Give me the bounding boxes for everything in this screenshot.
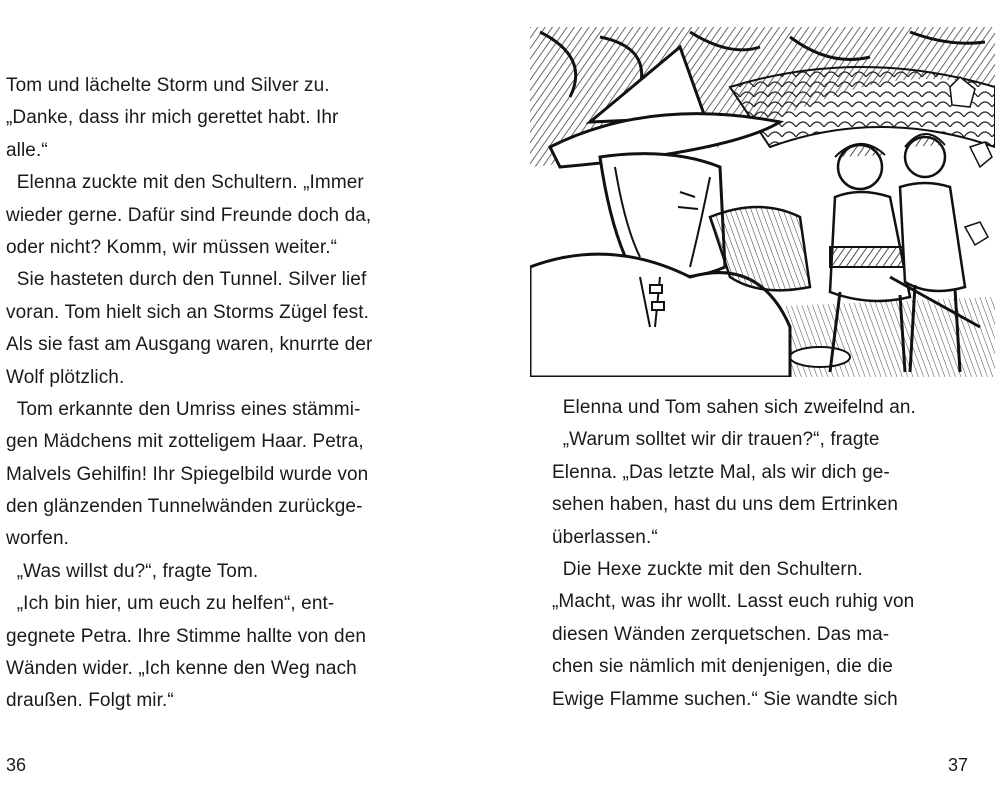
text-line: chen sie nämlich mit denjenigen, die die	[552, 656, 893, 678]
page-number-right: 37	[947, 755, 968, 775]
text-line: diesen Wänden zerquetschen. Das ma-	[552, 623, 890, 645]
text-line: gen Mädchens mit zotteligem Haar. Petra,	[6, 431, 364, 453]
text-line: „Macht, was ihr wollt. Lasst euch ruhig von	[552, 591, 915, 613]
left-page-text	[6, 70, 426, 718]
text-line: Malvels Gehilfin! Ihr Spiegelbild wurde von	[6, 463, 369, 485]
page-number-left: 36	[6, 755, 27, 775]
text-line: Elenna zuckte mit den Schultern. „Immer	[6, 172, 364, 194]
left-page	[0, 0, 440, 800]
illustration-drawing	[530, 27, 995, 377]
illustration-witch-and-boys	[530, 27, 995, 377]
text-line: Wänden wider. „Ich kenne den Weg nach	[6, 658, 357, 680]
text-line: Tom erkannte den Umriss eines stämmi-	[6, 398, 361, 420]
text-line: Wolf plötzlich.	[6, 366, 125, 388]
text-line: Sie hasteten durch den Tunnel. Silver lief	[6, 269, 367, 291]
text-line: Elenna. „Das letzte Mal, als wir dich ge-	[552, 461, 890, 483]
text-line: Als sie fast am Ausgang waren, knurrte der	[6, 334, 373, 356]
text-line: voran. Tom hielt sich an Storms Zügel fest.	[6, 301, 369, 323]
text-line: worfen.	[6, 528, 70, 550]
text-line: Tom und lächelte Storm und Silver zu.	[6, 75, 330, 96]
text-line: oder nicht? Komm, wir müssen weiter.“	[6, 236, 338, 258]
text-line: wieder gerne. Dafür sind Freunde doch da,	[6, 204, 372, 226]
text-line: alle.“	[6, 139, 48, 161]
text-line: sehen haben, hast du uns dem Ertrinken	[552, 494, 899, 516]
text-line: „Warum solltet wir dir trauen?“, fragte	[552, 429, 880, 451]
text-line: draußen. Folgt mir.“	[6, 690, 174, 712]
text-line: den glänzenden Tunnelwänden zurückge-	[6, 496, 363, 518]
text-line: Elenna und Tom sahen sich zweifelnd an.	[552, 397, 916, 418]
right-page-text	[552, 392, 972, 716]
text-line: Die Hexe zuckte mit den Schultern.	[552, 558, 863, 580]
text-line: „Ich bin hier, um euch zu helfen“, ent-	[6, 593, 335, 615]
text-line: „Was willst du?“, fragte Tom.	[6, 560, 259, 582]
text-line: „Danke, dass ihr mich gerettet habt. Ihr	[6, 107, 339, 129]
text-line: Ewige Flamme suchen.“ Sie wandte sich	[552, 688, 898, 710]
text-line: gegnete Petra. Ihre Stimme hallte von den	[6, 625, 367, 647]
text-line: überlassen.“	[552, 526, 658, 548]
right-page	[530, 0, 1000, 800]
